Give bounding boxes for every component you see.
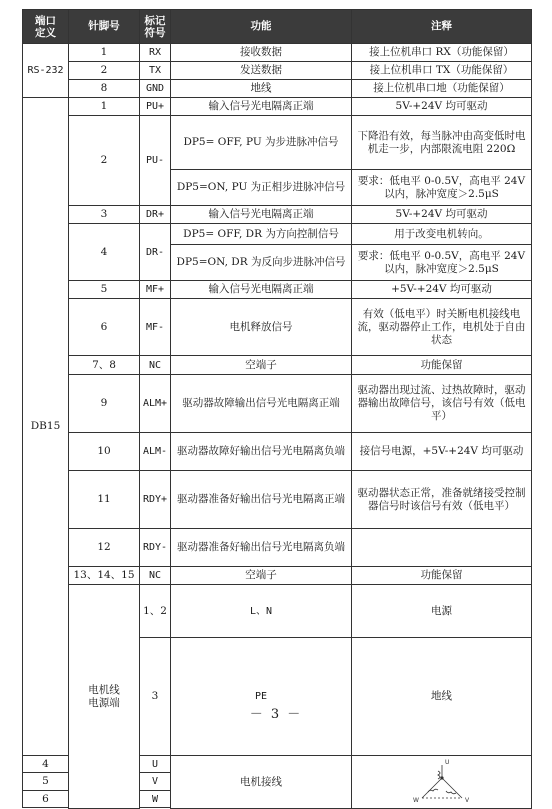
function-cell: 发送数据: [171, 62, 352, 80]
motor-wiring-diagram-cell: [352, 756, 532, 809]
note-cell: 接上位机串口 RX（功能保留）: [352, 44, 532, 62]
symbol-cell: DR+: [140, 206, 171, 224]
function-cell: 驱动器故障好输出信号光电隔离负端: [171, 433, 352, 471]
table-row: [23, 281, 532, 299]
pin-cell: 8: [69, 80, 140, 98]
pin-cell: 4: [69, 224, 140, 281]
function-cell: 电机接线: [171, 756, 352, 809]
note-cell: 接信号电源，+5V-+24V 均可驱动: [352, 433, 532, 471]
symbol-cell: PU-: [140, 116, 171, 206]
note-cell: 要求：低电平 0-0.5V，高电平 24V 以内，脉冲宽度＞2.5μS: [352, 170, 532, 206]
port-db15: DB15: [23, 98, 69, 756]
pin-cell: 10: [69, 433, 140, 471]
function-cell: 输入信号光电隔离正端: [171, 281, 352, 299]
motor-wiring-diagram: [404, 756, 480, 808]
pin-cell: 1: [69, 98, 140, 116]
table-row: [23, 80, 532, 98]
page-number: － 3 －: [249, 707, 303, 722]
port-motor-power: 电机线 电源端: [69, 585, 140, 809]
coil-v: [446, 791, 456, 794]
function-cell: 地线: [352, 638, 532, 756]
center-node: [440, 777, 442, 779]
table-row: [23, 356, 532, 375]
note-cell: +5V-+24V 均可驱动: [352, 281, 532, 299]
note-cell: 用于改变电机转向。: [352, 224, 532, 245]
symbol-cell: ALM+: [140, 375, 171, 433]
table-row: [23, 567, 532, 585]
symbol-cell: V: [140, 773, 171, 790]
note-cell-empty: [352, 529, 532, 567]
symbol-cell: DR-: [140, 224, 171, 281]
pin-cell: 9: [69, 375, 140, 433]
table-row: [23, 299, 532, 356]
pin-cell: 2: [69, 116, 140, 206]
pin-cell: 6: [69, 299, 140, 356]
function-cell: DP5= OFF, PU 为步进脉冲信号: [171, 116, 352, 170]
pin-cell: 5: [69, 281, 140, 299]
function-cell: 空端子: [171, 356, 352, 375]
pin-cell: 1、2: [140, 585, 171, 638]
function-cell: 驱动器故障输出信号光电隔离正端: [171, 375, 352, 433]
label-v: V: [464, 797, 469, 804]
coil-w: [428, 789, 438, 792]
symbol-cell: RDY-: [140, 529, 171, 567]
symbol-cell: NC: [140, 567, 171, 585]
symbol-cell: MF+: [140, 281, 171, 299]
note-cell: 5V-+24V 均可驱动: [352, 98, 532, 116]
table-row: [23, 529, 532, 567]
wv-line: [422, 778, 442, 798]
table-row: [23, 224, 532, 245]
symbol-cell: U: [140, 756, 171, 773]
symbol-cell: L、N: [171, 585, 352, 638]
function-cell: 接收数据: [171, 44, 352, 62]
table-row: [23, 433, 532, 471]
symbol-cell: MF-: [140, 299, 171, 356]
function-cell: 驱动器准备好输出信号光电隔离正端: [171, 471, 352, 529]
symbol-cell: W: [140, 790, 171, 807]
note-cell: 下降沿有效，每当脉冲由高变低时电机走一步，内部限流电阻 220Ω: [352, 116, 532, 170]
header-pin-number: 针脚号: [69, 10, 140, 44]
note-cell: 功能保留: [352, 567, 532, 585]
header-function: 功能: [171, 10, 352, 44]
function-cell: 输入信号光电隔离正端: [171, 206, 352, 224]
pin-cell: 11: [69, 471, 140, 529]
function-cell: 输入信号光电隔离正端: [171, 98, 352, 116]
note-cell: 要求：低电平 0-0.5V，高电平 24V 以内，脉冲宽度＞2.5μS: [352, 245, 532, 281]
table-row: [23, 206, 532, 224]
function-cell: 驱动器准备好输出信号光电隔离负端: [171, 529, 352, 567]
pin-cell: 6: [23, 790, 69, 807]
label-w: W: [412, 797, 419, 804]
pin-cell: 7、8: [69, 356, 140, 375]
port-rs232: RS-232: [23, 44, 69, 98]
pin-cell: 13、14、15: [69, 567, 140, 585]
pin-cell: 12: [69, 529, 140, 567]
pin-cell: 1: [69, 44, 140, 62]
pin-cell: 3: [140, 638, 171, 756]
note-cell: 接上位机串口 TX（功能保留）: [352, 62, 532, 80]
symbol-cell: ALM-: [140, 433, 171, 471]
symbol-cell: GND: [140, 80, 171, 98]
header-symbol: 标记 符号: [140, 10, 171, 44]
note-cell: 功能保留: [352, 356, 532, 375]
function-cell: DP5=ON, DR 为反向步进脉冲信号: [171, 245, 352, 281]
symbol-cell: RDY+: [140, 471, 171, 529]
symbol-cell: TX: [140, 62, 171, 80]
function-cell: 地线: [171, 80, 352, 98]
table-row: [23, 62, 532, 80]
coil-u: [438, 771, 440, 779]
table-header-row: [23, 10, 532, 44]
pin-cell: 4: [23, 756, 69, 773]
vw-line: [442, 778, 462, 798]
header-note: 注释: [352, 10, 532, 44]
pin-definition-table: [22, 9, 532, 809]
note-cell: 5V-+24V 均可驱动: [352, 206, 532, 224]
note-cell: 有效（低电平）时关断电机接线电流，驱动器停止工作，电机处于自由状态: [352, 299, 532, 356]
note-cell: 驱动器状态正常，准备就绪接受控制器信号时该信号有效（低电平）: [352, 471, 532, 529]
table-row: [23, 585, 532, 638]
function-cell: DP5=ON, PU 为正相步进脉冲信号: [171, 170, 352, 206]
symbol-cell: PU+: [140, 98, 171, 116]
function-cell: 电源: [352, 585, 532, 638]
function-cell: DP5= OFF, DR 为方向控制信号: [171, 224, 352, 245]
symbol-cell: RX: [140, 44, 171, 62]
pin-cell: 3: [69, 206, 140, 224]
pin-cell: 2: [69, 62, 140, 80]
table-row: [23, 98, 532, 116]
function-cell: 电机释放信号: [171, 299, 352, 356]
table-row: [23, 44, 532, 62]
symbol-cell: PE: [171, 638, 352, 756]
label-u: U: [444, 759, 449, 766]
header-port-definition: 端口 定义: [23, 10, 69, 44]
table-row: [23, 375, 532, 433]
note-cell: 驱动器出现过流、过热故障时，驱动器输出故障信号，该信号有效（低电平）: [352, 375, 532, 433]
table-row: [23, 116, 532, 170]
pin-cell: 5: [23, 773, 69, 790]
note-cell: 接上位机串口地（功能保留）: [352, 80, 532, 98]
table-row: [23, 471, 532, 529]
symbol-cell: NC: [140, 356, 171, 375]
function-cell: 空端子: [171, 567, 352, 585]
